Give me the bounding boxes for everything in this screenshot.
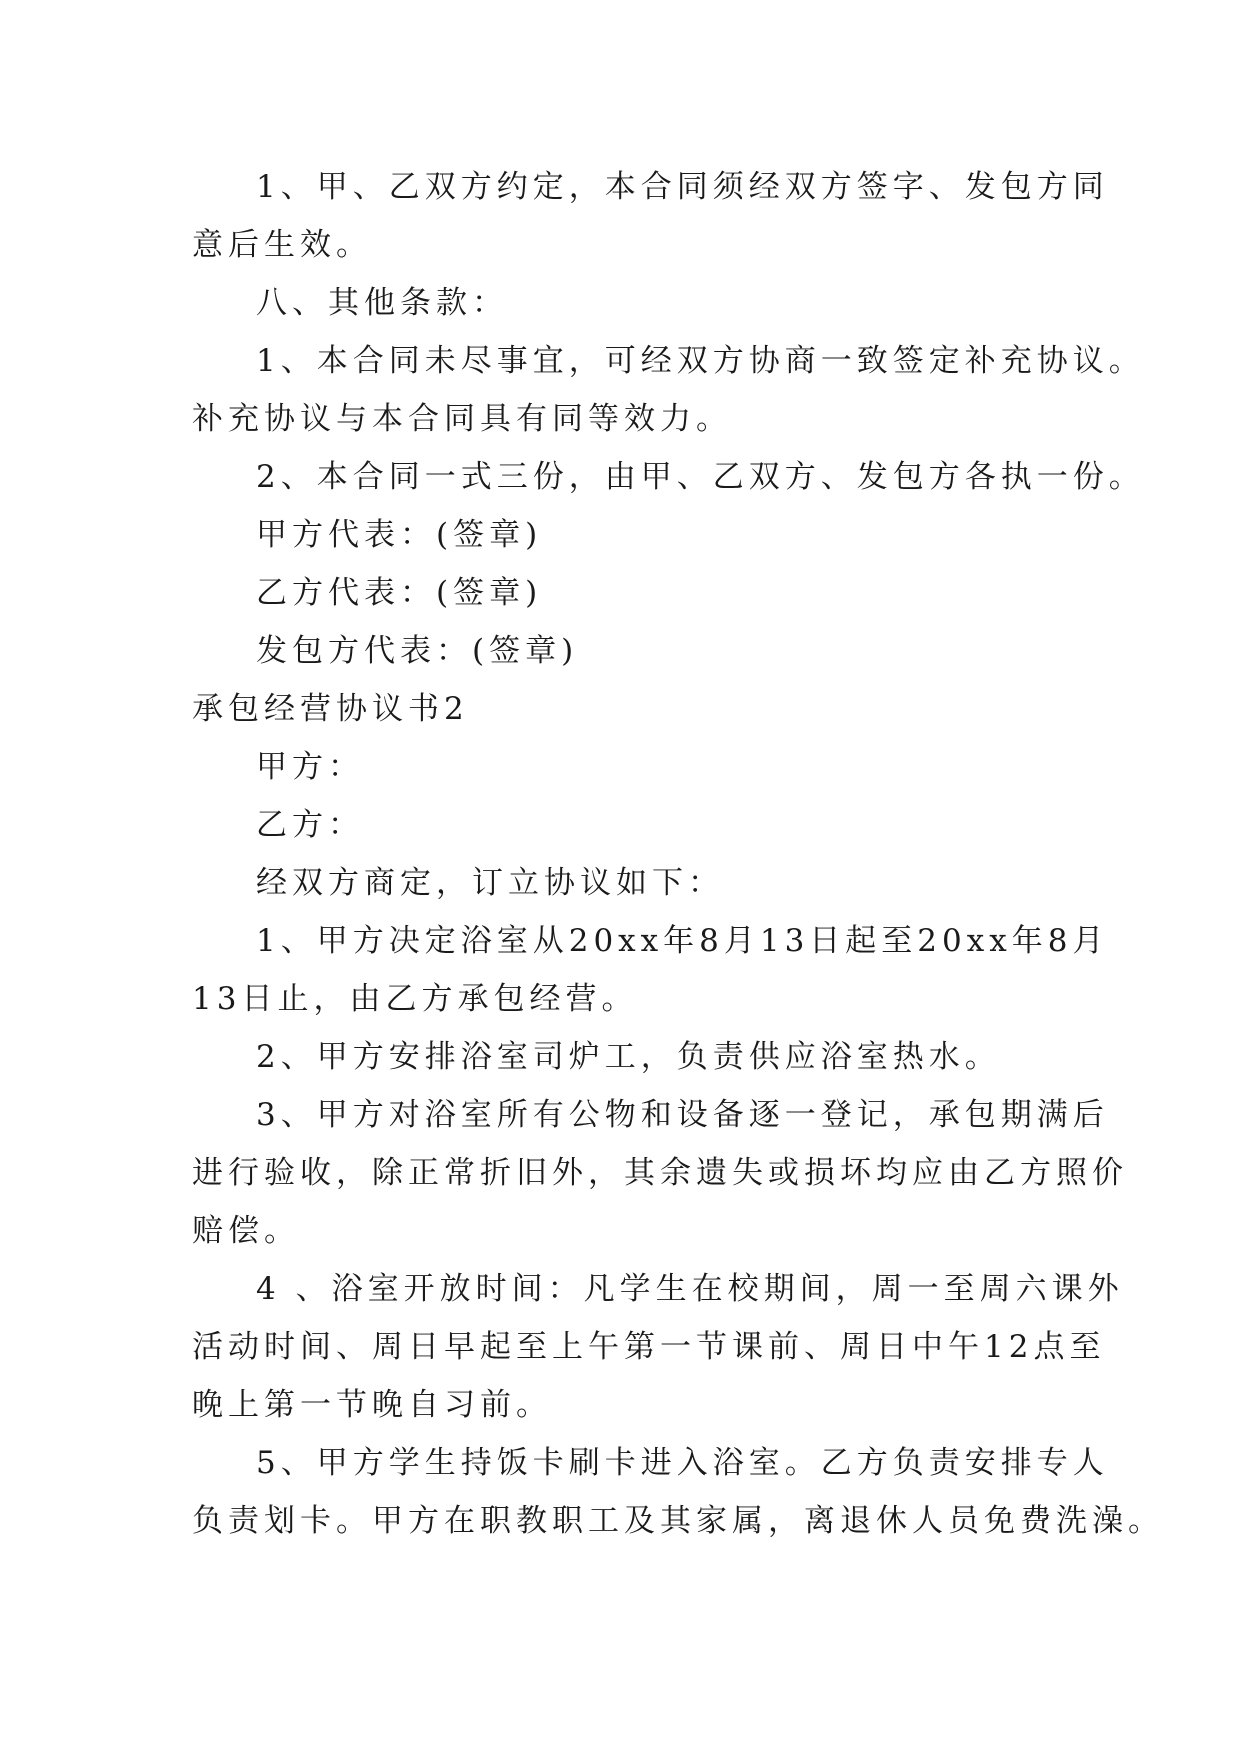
party-a-label: 甲方： (256, 749, 364, 785)
section-heading: 八、其他条款： (256, 285, 508, 321)
party-b-label: 乙方： (256, 807, 364, 843)
signature-line-contractor: 发包方代表：(签章) (256, 633, 579, 669)
text-line: 3、甲方对浴室所有公物和设备逐一登记，承包期满后 (256, 1097, 1109, 1133)
text-line: 5、甲方学生持饭卡刷卡进入浴室。乙方负责安排专人 (256, 1445, 1109, 1481)
text-line: 13日止，由乙方承包经营。 (192, 981, 638, 1017)
text-line: 进行验收，除正常折旧外，其余遗失或损坏均应由乙方照价 (192, 1155, 1128, 1191)
signature-line-party-b: 乙方代表：(签章) (256, 575, 543, 611)
text-line: 晚上第一节晚自习前。 (192, 1387, 552, 1423)
text-line: 1、甲方决定浴室从20xx年8月13日起至20xx年8月 (256, 923, 1109, 959)
text-line: 4 、浴室开放时间：凡学生在校期间，周一至周六课外 (256, 1271, 1124, 1307)
document-body (192, 158, 1164, 1550)
text-line: 负责划卡。甲方在职教职工及其家属，离退休人员免费洗澡。 (192, 1503, 1164, 1539)
text-line: 赔偿。 (192, 1213, 300, 1249)
text-line: 1、甲、乙双方约定，本合同须经双方签字、发包方同 (256, 169, 1109, 205)
text-line: 2、本合同一式三份，由甲、乙双方、发包方各执一份。 (256, 459, 1145, 495)
text-line: 2、甲方安排浴室司炉工，负责供应浴室热水。 (256, 1039, 1001, 1075)
text-line: 1、本合同未尽事宜，可经双方协商一致签定补充协议。 (256, 343, 1145, 379)
text-line: 活动时间、周日早起至上午第一节课前、周日中午12点至 (192, 1329, 1106, 1365)
document-title: 承包经营协议书2 (192, 691, 469, 727)
text-line: 补充协议与本合同具有同等效力。 (192, 401, 732, 437)
text-line: 意后生效。 (192, 227, 372, 263)
signature-line-party-a: 甲方代表：(签章) (256, 517, 543, 553)
text-line: 经双方商定，订立协议如下： (256, 865, 724, 901)
